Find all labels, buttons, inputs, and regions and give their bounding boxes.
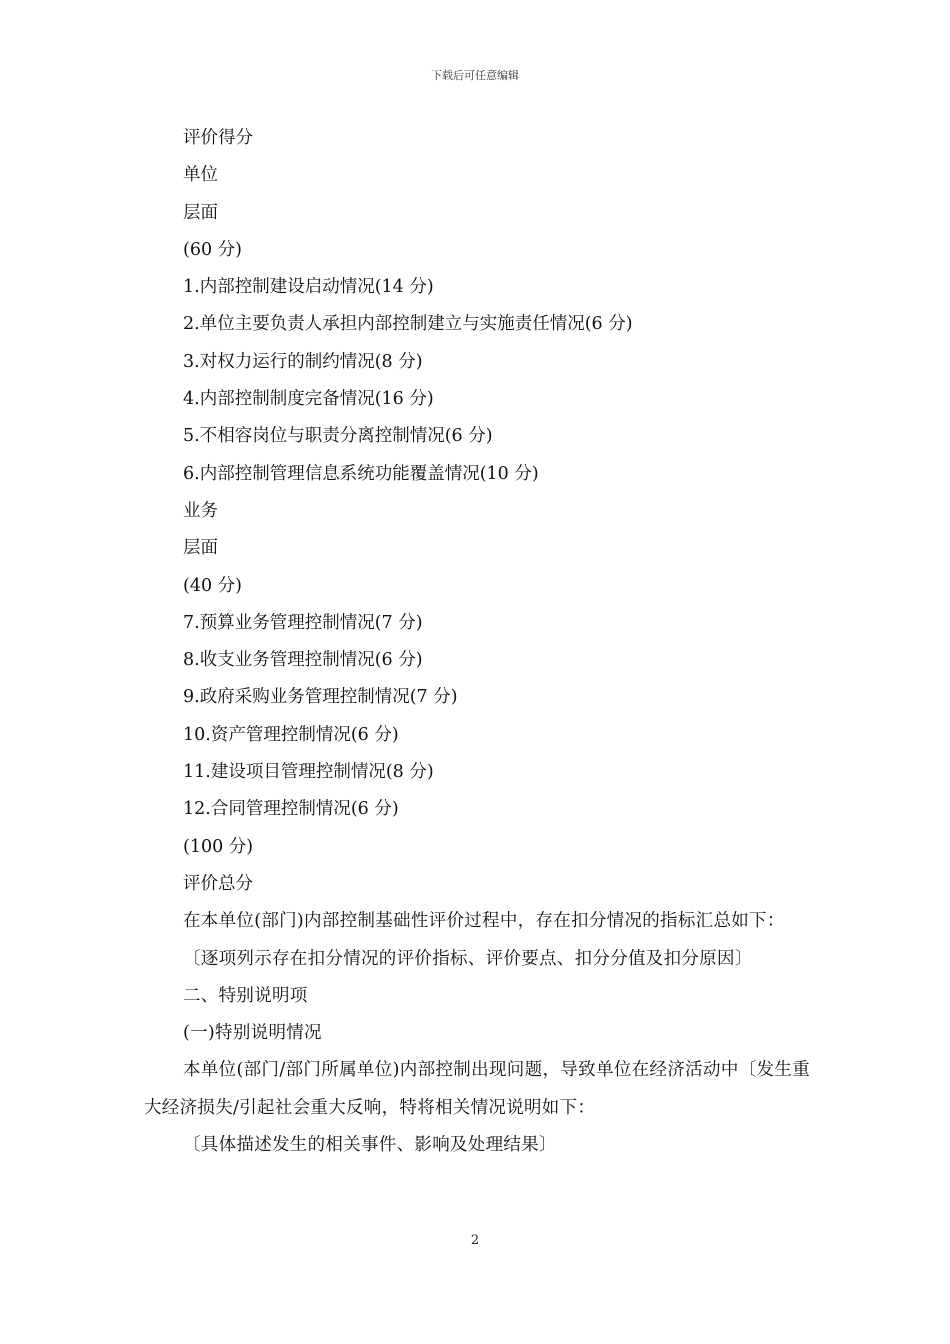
unit-level-label-2: 层面: [183, 202, 218, 223]
indicator-item: 7.预算业务管理控制情况(7 分): [183, 612, 423, 633]
indicator-item: 10.资产管理控制情况(6 分): [183, 724, 399, 745]
deductions-paragraph: 在本单位(部门)内部控制基础性评价过程中，存在扣分情况的指标汇总如下：: [183, 911, 785, 932]
indicator-item: 9.政府采购业务管理控制情况(7 分): [183, 687, 458, 708]
indicator-item: 4.内部控制制度完备情况(16 分): [183, 389, 434, 410]
score-heading: 评价得分: [183, 128, 253, 148]
business-level-label-1: 业务: [183, 500, 218, 521]
subsection-title: (一)特别说明情况: [183, 1023, 322, 1044]
document-body: [144, 120, 810, 1164]
indicator-item: 11.建设项目管理控制情况(8 分): [183, 762, 434, 783]
indicator-item: 12.合同管理控制情况(6 分): [183, 799, 399, 820]
total-points: (100 分): [183, 836, 254, 857]
indicator-item: 2.单位主要负责人承担内部控制建立与实施责任情况(6 分): [183, 314, 633, 335]
unit-level-label-1: 单位: [183, 165, 218, 186]
indicator-item: 3.对权力运行的制约情况(8 分): [183, 351, 423, 372]
page-number: 2: [470, 1233, 480, 1248]
indicator-item: 5.不相容岗位与职责分离控制情况(6 分): [183, 426, 493, 447]
header-note: 下载后可任意编辑: [431, 69, 519, 82]
deductions-placeholder: 〔逐项列示存在扣分情况的评价指标、评价要点、扣分分值及扣分原因〕: [183, 948, 753, 969]
special-placeholder: 〔具体描述发生的相关事件、影响及处理结果〕: [183, 1135, 557, 1156]
unit-level-points: (60 分): [183, 239, 242, 260]
business-level-label-2: 层面: [183, 538, 218, 559]
indicator-item: 1.内部控制建设启动情况(14 分): [183, 277, 434, 298]
indicator-item: 8.收支业务管理控制情况(6 分): [183, 650, 423, 671]
business-level-points: (40 分): [183, 575, 242, 596]
indicator-item: 6.内部控制管理信息系统功能覆盖情况(10 分): [183, 463, 539, 484]
total-score-label: 评价总分: [183, 873, 253, 894]
section-title: 二、特别说明项: [183, 985, 308, 1006]
special-paragraph: 本单位(部门/部门所属单位)内部控制出现问题，导致单位在经济活动中〔发生重大经济损失/引起社会重大反响，特将相关情况说明如下：: [144, 1060, 810, 1118]
